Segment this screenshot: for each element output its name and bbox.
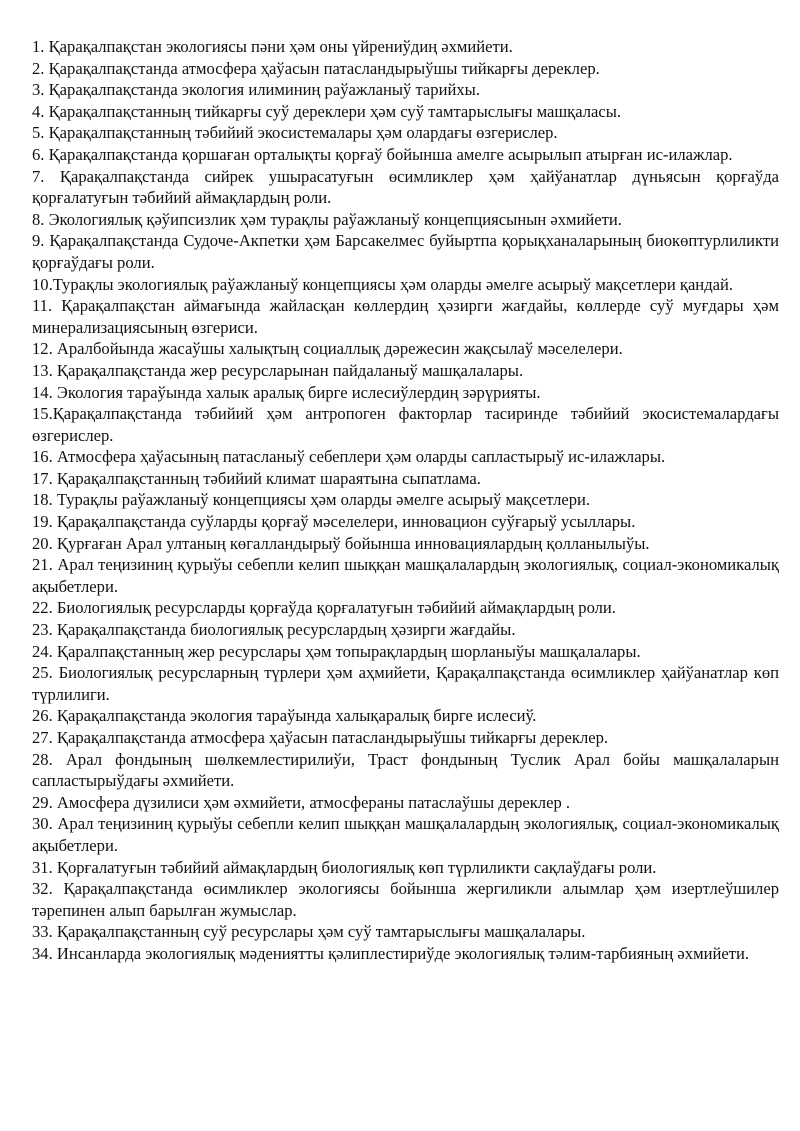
question-item: 24. Қаралпақстанның жер ресурслары ҳәм топырақлардың шорланыўы машқалалары. <box>32 641 641 661</box>
question-list <box>32 36 779 965</box>
question-item: 20. Қурғаған Арал ултаның көгалландырыў бойынша инновациялардың қолланылыўы. <box>32 533 650 553</box>
question-item: 4. Қарақалпақстанның тийкарғы суў дереклери ҳәм суў тамтарыслығы машқаласы. <box>32 101 622 121</box>
question-item: 30. Арал теңизиниң қурыўы себепли келип шыққан машқалалардың экологиялық, социал-экономикалық ақыбетлери. <box>32 814 779 855</box>
question-item: 3. Қарақалпақстанда экология илиминиң раўажланыў тарийхы. <box>32 80 480 100</box>
question-item: 16. Атмосфера ҳаўасының патасланыў себеплери ҳәм оларды сапластырыў ис-илажлары. <box>32 447 666 467</box>
question-item: 1. Қарақалпақстан экологиясы пәни ҳәм оны үйрениўдиң әхмийети. <box>32 37 513 56</box>
question-item: 17. Қарақалпақстанның тәбийий климат шараятына сыпатлама. <box>32 468 481 488</box>
question-item: 11. Қарақалпақстан аймағында жайласқан көллердиң ҳәзирги жағдайы, көллерде суў муғдары ҳәм минерализациясының өзгериси. <box>32 296 779 337</box>
question-item: 22. Биологиялық ресурсларды қорғаўда қорғалатуғын тәбийий аймақлардың роли. <box>32 598 616 618</box>
question-item: 34. Инсанларда экологиялық мәдениятты қәлиплестириўде экологиялық тәлим-тарбияның әхмийети. <box>32 943 749 963</box>
question-item: 14. Экология тараўында халык аралық бирге ислесиўлердиң зәрүрияты. <box>32 382 541 402</box>
question-item: 13. Қарақалпақстанда жер ресурсларынан пайдаланыў машқалалары. <box>32 360 524 380</box>
question-item: 10.Турақлы экологиялық раўажланыў концепциясы ҳәм оларды әмелге асырыў мақсетлери қандай. <box>32 274 734 294</box>
question-item: 12. Аралбойында жасаўшы халықтың социаллық дәрежесин жақсылаў мәселелери. <box>32 339 623 359</box>
question-item: 25. Биологиялық ресурсларның түрлери ҳәм аҳмийети, Қарақалпақстанда өсимликлер ҳайўанатлар көп түрлилиги. <box>32 663 779 704</box>
question-item: 23. Қарақалпақстанда биологиялық ресурслардың ҳәзирги жағдайы. <box>32 620 516 640</box>
question-item: 28. Арал фондының шөлкемлестирилиўи, Траст фондының Туслик Арал бойы машқалаларын сапластырыўдағы әхмийети. <box>32 749 779 791</box>
question-item: 8. Экологиялық қәўипсизлик ҳәм турақлы раўажланыў концепциясынын әхмийети. <box>32 209 622 229</box>
question-item: 7. Қарақалпақстанда сийрек ушырасатуғын өсимликлер ҳәм ҳайўанатлар дүньясын қорғаўда қорғалатуғын тәбийий аймақлардың роли. <box>32 166 779 208</box>
question-item: 15.Қарақалпақстанда тәбийий ҳәм антропоген факторлар тасиринде тәбийий экосистемалардағы өзгерислер. <box>32 404 779 445</box>
question-item: 6. Қарақалпақстанда қоршаған орталықты қорғаў бойынша амелге асырылып атырған ис-илажлар. <box>32 144 733 164</box>
question-item: 26. Қарақалпақстанда экология тараўында халықаралық бирге ислесиў. <box>32 706 537 726</box>
question-item: 2. Қарақалпақстанда атмосфера ҳаўасын патасландырыўшы тийкарғы дереклер. <box>32 58 600 78</box>
question-item: 32. Қарақалпақстанда өсимликлер экологиясы бойынша жергиликли алымлар ҳәм изертлеўшилер тәрепинен алып барылған жумыслар. <box>32 879 779 920</box>
question-item: 27. Қарақалпақстанда атмосфера ҳаўасын патасландырыўшы тийкарғы дереклер. <box>32 728 609 747</box>
question-item: 21. Арал теңизиниң қурыўы себепли келип шыққан машқалалардың экологиялық, социал-экономикалық ақыбетлери. <box>32 555 779 596</box>
question-item: 31. Қорғалатуғын тәбийий аймақлардың биологиялық көп түрлиликти сақлаўдағы роли. <box>32 857 657 877</box>
question-item: 19. Қарақалпақстанда суўларды қорғаў мәселелери, инновацион суўғарыў усыллары. <box>32 512 636 532</box>
question-item: 29. Амосфера дүзилиси ҳәм әхмийети, атмосфераны патаслаўшы дереклер . <box>32 792 571 812</box>
question-item: 18. Турақлы раўажланыў концепциясы ҳәм оларды әмелге асырыў мақсетлери. <box>32 490 591 510</box>
question-item: 9. Қарақалпақстанда Судоче-Акпетки ҳәм Барсакелмес буйыртпа қорықханаларының биокөптурлиликти қорғаўдағы роли. <box>32 231 779 272</box>
question-item: 33. Қарақалпақстанның суў ресурслары ҳәм суў тамтарыслығы машқалалары. <box>32 922 586 942</box>
question-item: 5. Қарақалпақстанның тәбийий экосистемалары ҳәм олардағы өзгерислер. <box>32 123 558 143</box>
